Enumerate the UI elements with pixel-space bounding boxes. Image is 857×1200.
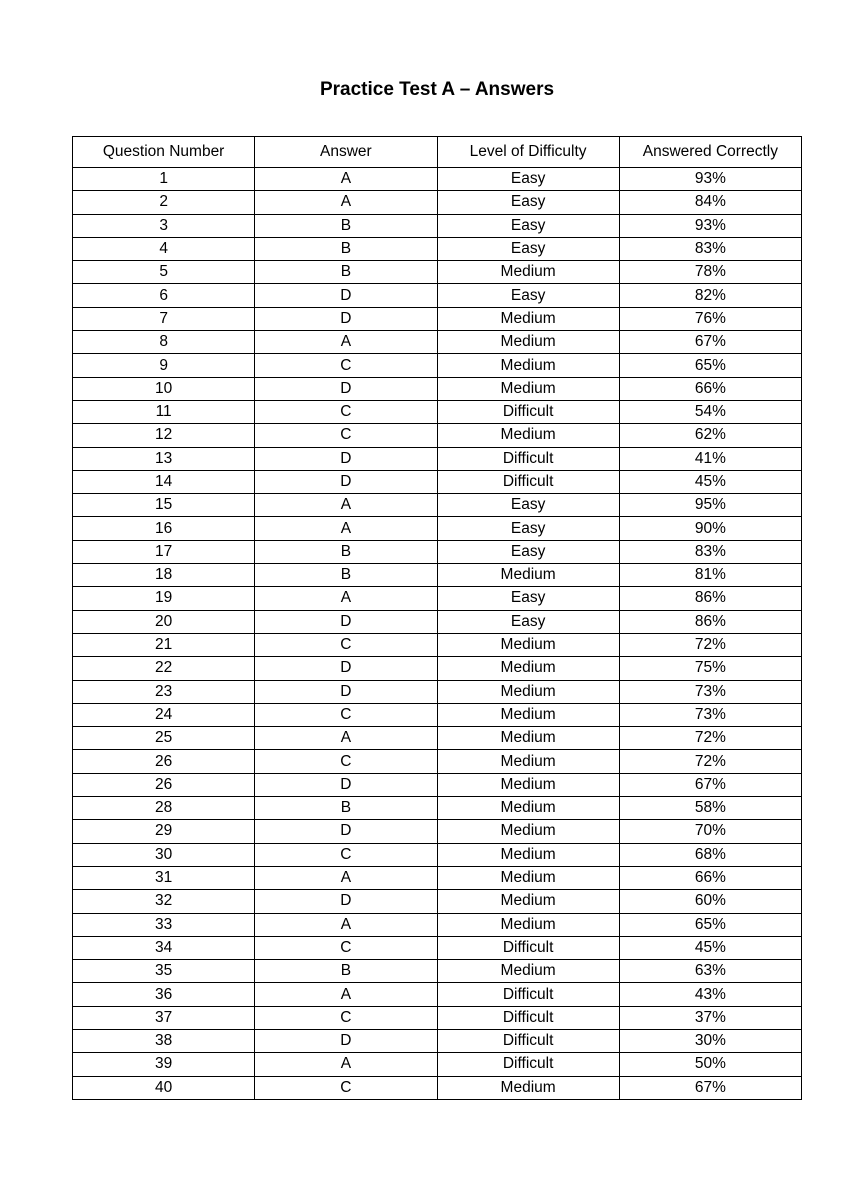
table-row (73, 913, 802, 936)
answer-cell: C (255, 843, 437, 866)
difficulty-cell: Medium (437, 773, 619, 796)
difficulty-cell: Difficult (437, 983, 619, 1006)
answered-correctly-cell: 58% (619, 797, 801, 820)
answered-correctly-cell: 83% (619, 237, 801, 260)
answer-cell: A (255, 727, 437, 750)
answered-correctly-cell: 72% (619, 750, 801, 773)
difficulty-cell: Medium (437, 633, 619, 656)
table-row (73, 750, 802, 773)
question-number-cell: 33 (73, 913, 255, 936)
answer-cell: A (255, 168, 437, 191)
table-row (73, 960, 802, 983)
question-number-cell: 32 (73, 890, 255, 913)
table-row (73, 214, 802, 237)
table-row (73, 1029, 802, 1052)
question-number-cell: 35 (73, 960, 255, 983)
answer-cell: D (255, 610, 437, 633)
difficulty-cell: Medium (437, 657, 619, 680)
difficulty-cell: Medium (437, 564, 619, 587)
answer-cell: D (255, 680, 437, 703)
table-row (73, 400, 802, 423)
question-number-cell: 30 (73, 843, 255, 866)
table-row (73, 284, 802, 307)
difficulty-cell: Medium (437, 377, 619, 400)
answered-correctly-cell: 37% (619, 1006, 801, 1029)
question-number-cell: 25 (73, 727, 255, 750)
answer-cell: D (255, 377, 437, 400)
answer-cell: B (255, 237, 437, 260)
answered-correctly-cell: 70% (619, 820, 801, 843)
difficulty-cell: Medium (437, 820, 619, 843)
answer-cell: C (255, 424, 437, 447)
answered-correctly-cell: 62% (619, 424, 801, 447)
table-row (73, 633, 802, 656)
question-number-cell: 11 (73, 400, 255, 423)
difficulty-cell: Medium (437, 750, 619, 773)
difficulty-cell: Easy (437, 237, 619, 260)
question-number-cell: 38 (73, 1029, 255, 1052)
question-number-cell: 7 (73, 307, 255, 330)
difficulty-cell: Medium (437, 797, 619, 820)
difficulty-cell: Medium (437, 913, 619, 936)
answer-cell: A (255, 494, 437, 517)
answered-correctly-cell: 73% (619, 680, 801, 703)
answered-correctly-cell: 67% (619, 331, 801, 354)
answer-cell: B (255, 261, 437, 284)
answer-cell: D (255, 890, 437, 913)
answer-cell: A (255, 913, 437, 936)
answer-cell: B (255, 214, 437, 237)
answered-correctly-cell: 43% (619, 983, 801, 1006)
question-number-cell: 36 (73, 983, 255, 1006)
answered-correctly-cell: 50% (619, 1053, 801, 1076)
question-number-cell: 37 (73, 1006, 255, 1029)
question-number-cell: 14 (73, 470, 255, 493)
answered-correctly-cell: 65% (619, 354, 801, 377)
difficulty-cell: Difficult (437, 1006, 619, 1029)
table-row (73, 470, 802, 493)
answered-correctly-cell: 73% (619, 703, 801, 726)
answer-cell: B (255, 540, 437, 563)
table-row (73, 564, 802, 587)
answered-correctly-cell: 93% (619, 168, 801, 191)
table-row (73, 540, 802, 563)
table-body (73, 168, 802, 1100)
difficulty-cell: Medium (437, 960, 619, 983)
table-row (73, 983, 802, 1006)
difficulty-cell: Medium (437, 703, 619, 726)
table-row (73, 354, 802, 377)
question-number-cell: 2 (73, 191, 255, 214)
difficulty-cell: Easy (437, 214, 619, 237)
question-number-cell: 21 (73, 633, 255, 656)
answered-correctly-cell: 82% (619, 284, 801, 307)
question-number-cell: 8 (73, 331, 255, 354)
question-number-cell: 24 (73, 703, 255, 726)
table-row (73, 447, 802, 470)
difficulty-cell: Difficult (437, 936, 619, 959)
table-row (73, 703, 802, 726)
question-number-cell: 31 (73, 866, 255, 889)
difficulty-cell: Difficult (437, 447, 619, 470)
question-number-cell: 39 (73, 1053, 255, 1076)
question-number-cell: 9 (73, 354, 255, 377)
table-row (73, 820, 802, 843)
column-header-answered-correctly: Answered Correctly (619, 137, 801, 168)
question-number-cell: 16 (73, 517, 255, 540)
answered-correctly-cell: 54% (619, 400, 801, 423)
answered-correctly-cell: 68% (619, 843, 801, 866)
table-row (73, 1076, 802, 1099)
table-row (73, 936, 802, 959)
difficulty-cell: Medium (437, 331, 619, 354)
question-number-cell: 6 (73, 284, 255, 307)
question-number-cell: 22 (73, 657, 255, 680)
answered-correctly-cell: 67% (619, 1076, 801, 1099)
question-number-cell: 29 (73, 820, 255, 843)
difficulty-cell: Medium (437, 261, 619, 284)
difficulty-cell: Difficult (437, 1053, 619, 1076)
table-row (73, 307, 802, 330)
answered-correctly-cell: 76% (619, 307, 801, 330)
difficulty-cell: Easy (437, 517, 619, 540)
question-number-cell: 4 (73, 237, 255, 260)
answered-correctly-cell: 83% (619, 540, 801, 563)
difficulty-cell: Difficult (437, 400, 619, 423)
difficulty-cell: Medium (437, 1076, 619, 1099)
answer-cell: C (255, 354, 437, 377)
table-row (73, 261, 802, 284)
difficulty-cell: Medium (437, 424, 619, 447)
answered-correctly-cell: 75% (619, 657, 801, 680)
table-row (73, 517, 802, 540)
question-number-cell: 10 (73, 377, 255, 400)
difficulty-cell: Medium (437, 307, 619, 330)
answered-correctly-cell: 30% (619, 1029, 801, 1052)
question-number-cell: 5 (73, 261, 255, 284)
table-row (73, 797, 802, 820)
answered-correctly-cell: 72% (619, 727, 801, 750)
question-number-cell: 23 (73, 680, 255, 703)
table-row (73, 424, 802, 447)
question-number-cell: 18 (73, 564, 255, 587)
question-number-cell: 3 (73, 214, 255, 237)
answer-cell: C (255, 400, 437, 423)
answer-cell: B (255, 797, 437, 820)
column-header-level-of-difficulty: Level of Difficulty (437, 137, 619, 168)
answered-correctly-cell: 41% (619, 447, 801, 470)
table-row (73, 680, 802, 703)
answer-cell: A (255, 866, 437, 889)
difficulty-cell: Easy (437, 284, 619, 307)
answer-cell: A (255, 1053, 437, 1076)
answers-table (72, 136, 802, 1100)
table-row (73, 727, 802, 750)
answer-cell: D (255, 1029, 437, 1052)
answered-correctly-cell: 93% (619, 214, 801, 237)
answered-correctly-cell: 84% (619, 191, 801, 214)
difficulty-cell: Medium (437, 843, 619, 866)
table-row (73, 657, 802, 680)
question-number-cell: 15 (73, 494, 255, 517)
answer-cell: B (255, 564, 437, 587)
column-header-question-number: Question Number (73, 137, 255, 168)
question-number-cell: 34 (73, 936, 255, 959)
answer-cell: D (255, 470, 437, 493)
difficulty-cell: Easy (437, 191, 619, 214)
answer-cell: B (255, 960, 437, 983)
answer-cell: C (255, 936, 437, 959)
answer-cell: D (255, 447, 437, 470)
question-number-cell: 26 (73, 773, 255, 796)
answered-correctly-cell: 67% (619, 773, 801, 796)
difficulty-cell: Easy (437, 587, 619, 610)
table-row (73, 890, 802, 913)
answered-correctly-cell: 63% (619, 960, 801, 983)
answer-cell: D (255, 773, 437, 796)
question-number-cell: 1 (73, 168, 255, 191)
table-row (73, 168, 802, 191)
answered-correctly-cell: 81% (619, 564, 801, 587)
answer-cell: C (255, 703, 437, 726)
answered-correctly-cell: 95% (619, 494, 801, 517)
column-header-answer: Answer (255, 137, 437, 168)
answered-correctly-cell: 72% (619, 633, 801, 656)
table-row (73, 843, 802, 866)
answered-correctly-cell: 45% (619, 470, 801, 493)
difficulty-cell: Easy (437, 540, 619, 563)
answer-cell: A (255, 517, 437, 540)
difficulty-cell: Medium (437, 727, 619, 750)
answer-cell: D (255, 657, 437, 680)
answered-correctly-cell: 60% (619, 890, 801, 913)
answer-cell: D (255, 307, 437, 330)
answered-correctly-cell: 78% (619, 261, 801, 284)
question-number-cell: 13 (73, 447, 255, 470)
table-row (73, 377, 802, 400)
difficulty-cell: Easy (437, 168, 619, 191)
answer-cell: C (255, 750, 437, 773)
difficulty-cell: Medium (437, 354, 619, 377)
table-row (73, 494, 802, 517)
table-row (73, 587, 802, 610)
answered-correctly-cell: 45% (619, 936, 801, 959)
question-number-cell: 20 (73, 610, 255, 633)
table-row (73, 610, 802, 633)
table-row (73, 191, 802, 214)
answer-cell: A (255, 191, 437, 214)
page-title: Practice Test A – Answers (319, 79, 555, 100)
question-number-cell: 26 (73, 750, 255, 773)
difficulty-cell: Medium (437, 866, 619, 889)
table-header (73, 137, 802, 168)
answer-cell: D (255, 284, 437, 307)
question-number-cell: 19 (73, 587, 255, 610)
table-row (73, 331, 802, 354)
table-row (73, 1006, 802, 1029)
question-number-cell: 28 (73, 797, 255, 820)
answered-correctly-cell: 86% (619, 610, 801, 633)
table-row (73, 866, 802, 889)
difficulty-cell: Difficult (437, 1029, 619, 1052)
question-number-cell: 40 (73, 1076, 255, 1099)
difficulty-cell: Medium (437, 680, 619, 703)
answered-correctly-cell: 66% (619, 377, 801, 400)
answer-cell: A (255, 331, 437, 354)
difficulty-cell: Easy (437, 610, 619, 633)
answer-cell: C (255, 1076, 437, 1099)
answer-cell: D (255, 820, 437, 843)
difficulty-cell: Difficult (437, 470, 619, 493)
answered-correctly-cell: 66% (619, 866, 801, 889)
answer-cell: C (255, 1006, 437, 1029)
header-row (73, 137, 802, 168)
answer-cell: C (255, 633, 437, 656)
table-row (73, 773, 802, 796)
answered-correctly-cell: 90% (619, 517, 801, 540)
answer-cell: A (255, 587, 437, 610)
answered-correctly-cell: 86% (619, 587, 801, 610)
difficulty-cell: Easy (437, 494, 619, 517)
table-row (73, 237, 802, 260)
answer-cell: A (255, 983, 437, 1006)
table-row (73, 1053, 802, 1076)
difficulty-cell: Medium (437, 890, 619, 913)
answered-correctly-cell: 65% (619, 913, 801, 936)
question-number-cell: 12 (73, 424, 255, 447)
question-number-cell: 17 (73, 540, 255, 563)
